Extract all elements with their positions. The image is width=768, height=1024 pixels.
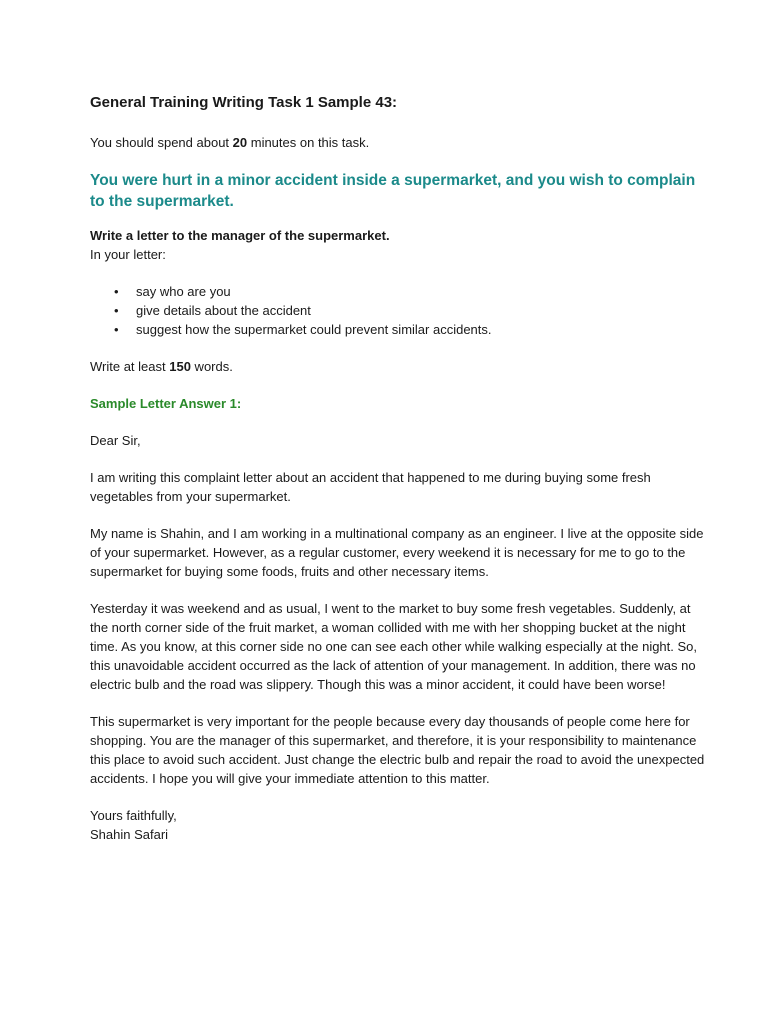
list-item	[90, 301, 708, 320]
list-item	[90, 282, 708, 301]
letter-paragraph: Yesterday it was weekend and as usual, I went to the market to buy some fresh vegetables. Suddenly, at the north corner side of the fruit market, a woman collided with me with her shopping bucket at the night time. As you know, at this corner side no one can see each other while walking especially at the night. So, this unavoidable accident occurred as the lack of attention of your management. In addition, there was no electric bulb and the road was slippery. Though this was a minor accident, it could have been worse!	[90, 601, 698, 692]
list-item	[90, 320, 708, 339]
words-text-pre: Write at least	[90, 359, 170, 374]
sample-heading: Sample Letter Answer 1:	[90, 396, 242, 411]
letter-signature: Shahin Safari	[90, 827, 169, 842]
bullet-icon: •	[114, 284, 119, 299]
letter-closing: Yours faithfully,	[90, 808, 177, 823]
letter-paragraph: My name is Shahin, and I am working in a multinational company as an engineer. I live at the opposite side of your supermarket. However, as a regular customer, every weekend it is necessary for me to go to the supermarket for buying some foods, fruits and other necessary items.	[90, 526, 704, 579]
document-title: General Training Writing Task 1 Sample 43:	[90, 94, 398, 111]
bullet-icon: •	[114, 322, 119, 337]
letter-salutation: Dear Sir,	[90, 433, 141, 448]
word-count: 150	[169, 359, 191, 374]
letter-instruction: Write a letter to the manager of the supermarket.	[90, 228, 390, 243]
bullet-text: say who are you	[136, 284, 231, 299]
time-instruction	[90, 133, 708, 152]
task-prompt: You were hurt in a minor accident inside a supermarket, and you wish to complain to the supermarket.	[90, 172, 696, 210]
word-count-instruction	[90, 357, 708, 376]
bullet-text: give details about the accident	[136, 303, 311, 318]
letter-paragraph: This supermarket is very important for the people because every day thousands of people come here for shopping. You are the manager of this supermarket, and therefore, it is your responsibility to maintenance this place to avoid such accident. Just change the electric bulb and repair the road to avoid the unexpected accidents. I hope you will give your immediate attention to this matter.	[90, 714, 705, 786]
task-bullet-list	[90, 282, 708, 339]
bullet-icon: •	[114, 303, 119, 318]
letter-paragraph: I am writing this complaint letter about an accident that happened to me during buying some fresh vegetables from your supermarket.	[90, 470, 651, 504]
time-minutes: 20	[232, 135, 248, 150]
bullet-text: suggest how the supermarket could prevent similar accidents.	[136, 322, 492, 337]
in-your-letter-label: In your letter:	[90, 247, 166, 262]
words-text-post: words.	[190, 359, 233, 374]
time-text-pre: You should spend about	[90, 135, 233, 150]
time-text-post: minutes on this task.	[247, 135, 370, 150]
